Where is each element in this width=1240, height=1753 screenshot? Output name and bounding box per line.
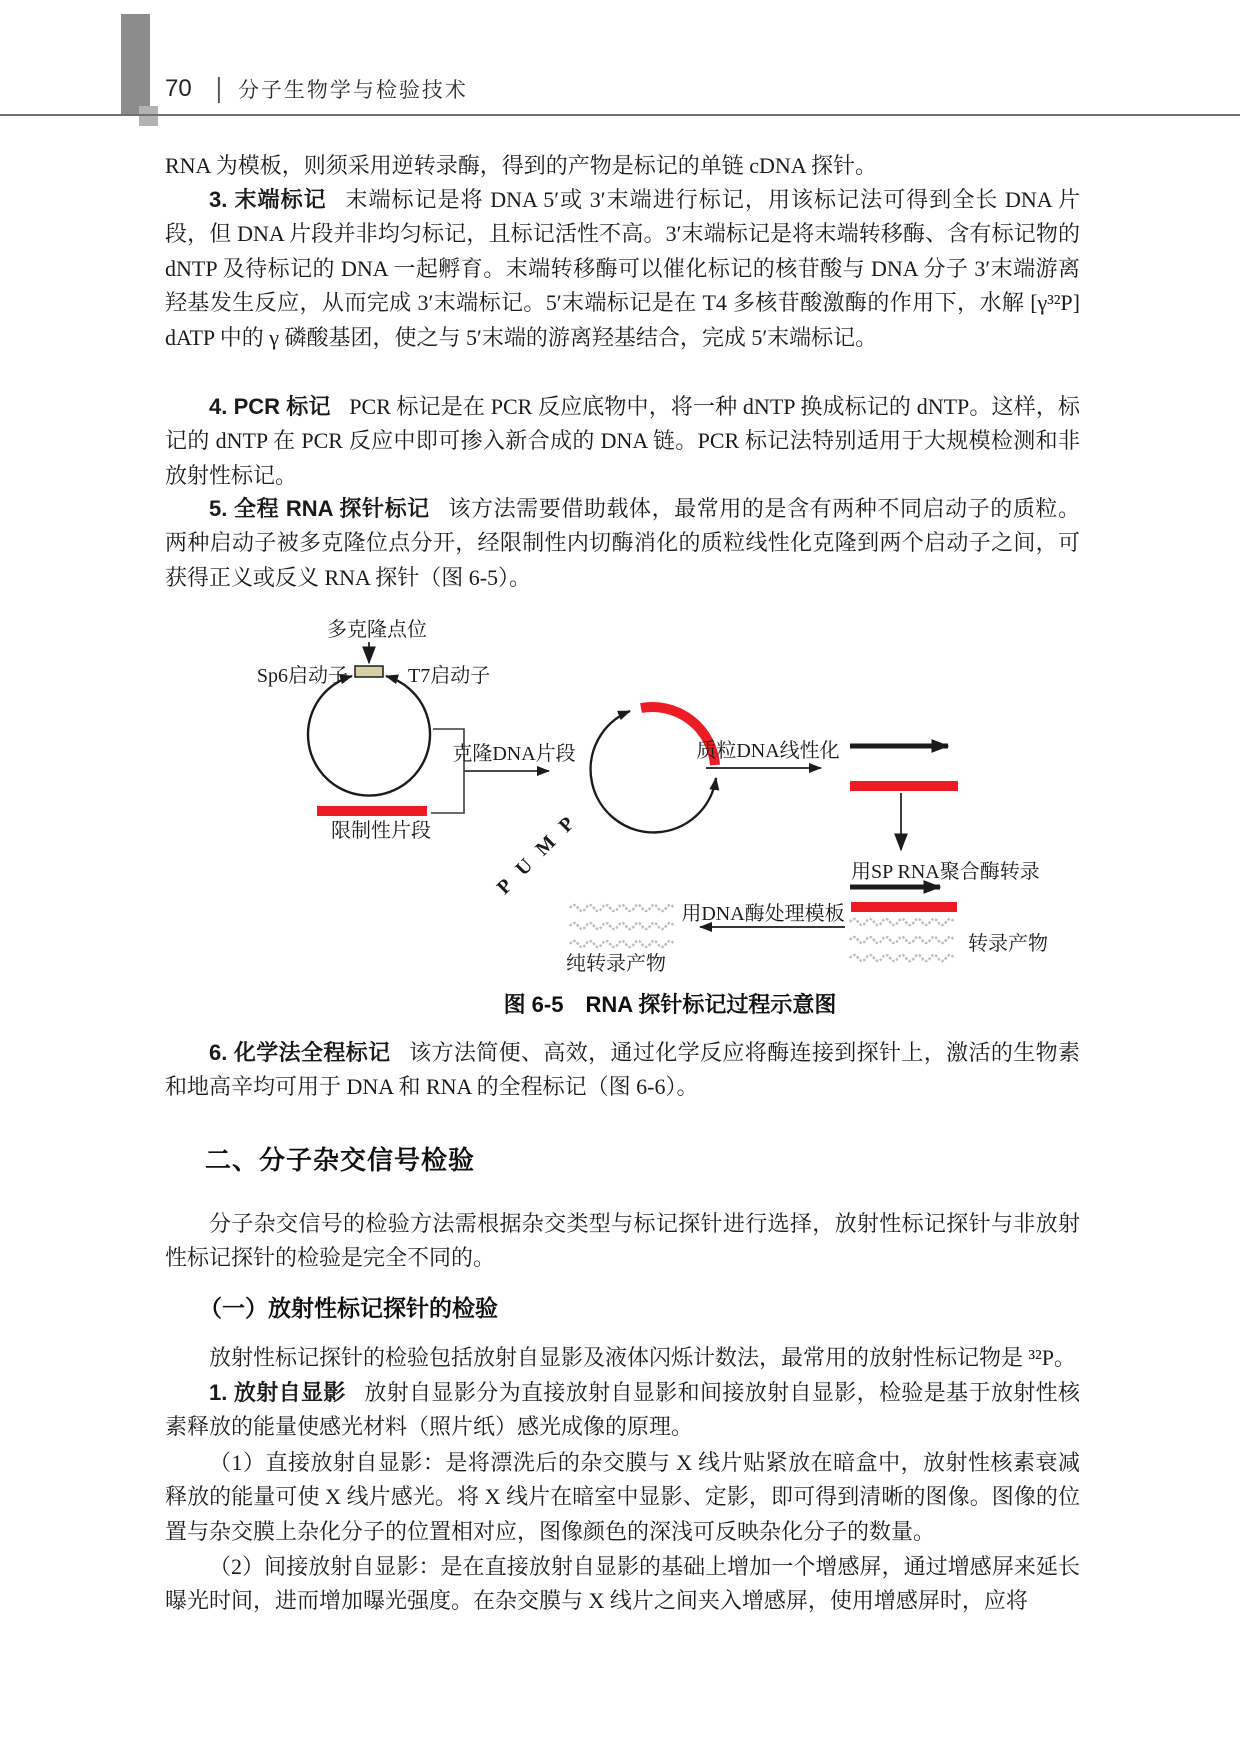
rna-squiggle	[570, 941, 674, 947]
paragraph	[165, 1376, 1080, 1445]
figure-label-sp6: Sp6启动子	[256, 665, 348, 687]
figure-label-pure-product: 纯转录产物	[566, 953, 666, 975]
paragraph	[165, 149, 1080, 183]
subsection-heading: （一）放射性标记探针的检验	[199, 1295, 498, 1321]
mcs-site-box	[355, 666, 383, 677]
figure-6-5	[0, 555, 1240, 1115]
paragraph	[165, 183, 1080, 355]
plasmid-circle	[308, 676, 430, 796]
paragraph-lead: 3. 末端标记	[209, 187, 327, 212]
book-title: 分子生物学与检验技术	[237, 79, 468, 102]
figure-label-sp-transcribe: 用SP RNA聚合酶转录	[851, 861, 1040, 883]
rna-squiggle	[570, 905, 674, 911]
figure-label-restriction: 限制性片段	[331, 820, 431, 842]
paragraph-lead: 4. PCR 标记	[209, 394, 331, 419]
section-heading: 二、分子杂交信号检验	[205, 1145, 476, 1175]
paragraph-text: 该方法简便、高效，通过化学反应将酶连接到探针上，激活的生物素和地高辛均可用于 DNA 和 RNA 的全程标记（图 6-6）。	[165, 1040, 1080, 1100]
template-insert-bar	[851, 902, 957, 912]
paragraph-lead: 1. 放射自显影	[209, 1380, 346, 1405]
paragraph-text: 放射自显影分为直接放射自显影和间接放射自显影，检验是基于放射性核素释放的能量使感光材料（照片纸）感光成像的原理。	[165, 1380, 1080, 1440]
paragraph	[165, 1207, 1080, 1276]
paragraph	[165, 492, 1080, 595]
margin-bar	[121, 14, 150, 116]
rna-squiggle	[570, 923, 674, 929]
paragraph	[165, 390, 1080, 493]
paragraph-text: 末端标记是将 DNA 5′或 3′末端进行标记，用该标记法可得到全长 DNA 片段，但 DNA 片段并非均匀标记，且标记活性不高。3′末端标记是将末端转移酶、含有标记物的 dNTP 及待标记的 DNA 一起孵育。末端转移酶可以催化标记的核苷酸与 DNA 分子 3′末端游离羟基发生反应，从而完成 3′末端标记。5′末端标记是在 T4 多核苷酸激酶的作用下，水解 [γ³²P] dATP 中的 γ 磷酸基团，使之与 5′末端的游离羟基结合，完成 5′末端标记。	[165, 187, 1080, 350]
restriction-fragment-bar	[317, 806, 427, 816]
margin-bar-square	[139, 106, 158, 126]
rna-squiggle	[850, 919, 954, 925]
paragraph-text: 放射性标记探针的检验包括放射自显影及液体闪烁计数法，最常用的放射性标记物是 ³²P。	[209, 1345, 1076, 1370]
paragraph	[165, 1036, 1080, 1105]
rna-squiggle	[850, 955, 954, 961]
figure-caption: 图 6-5 RNA 探针标记过程示意图	[503, 992, 837, 1017]
figure-label-product: 转录产物	[968, 933, 1048, 955]
rna-squiggle	[850, 937, 954, 943]
header-rule	[0, 114, 1240, 116]
paragraph	[165, 1446, 1080, 1549]
bracket	[431, 729, 464, 813]
watermark-text: PUMP	[492, 802, 589, 899]
paragraph-text: RNA 为模板，则须采用逆转录酶，得到的产物是标记的单链 cDNA 探针。	[165, 153, 877, 178]
linear-insert-bar	[850, 781, 958, 791]
paragraph	[165, 1341, 1080, 1375]
paragraph	[165, 1550, 1080, 1619]
insert-arc	[641, 707, 715, 765]
paragraph-text: 该方法需要借助载体，最常用的是含有两种不同启动子的质粒。两种启动子被多克隆位点分开，经限制性内切酶消化的质粒线性化克隆到两个启动子之间，可获得正义或反义 RNA 探针（图 6-5）。	[165, 496, 1080, 590]
plasmid-with-insert-circle	[591, 711, 716, 832]
header-divider: |	[215, 72, 222, 104]
figure-label-dnase: 用DNA酶处理模板	[681, 903, 845, 925]
paragraph-text: PCR 标记是在 PCR 反应底物中，将一种 dNTP 换成标记的 dNTP。这样，标记的 dNTP 在 PCR 反应中即可掺入新合成的 DNA 链。PCR 标记法特别适用于大规模检测和非放射性标记。	[165, 394, 1080, 488]
paragraph-lead: 5. 全程 RNA 探针标记	[209, 496, 430, 521]
page-number: 70	[165, 75, 192, 102]
figure-label-clone: 克隆DNA片段	[452, 743, 576, 765]
paragraph-text: 分子杂交信号的检验方法需根据杂交类型与标记探针进行选择，放射性标记探针与非放射性标记探针的检验是完全不同的。	[165, 1211, 1080, 1271]
figure-label-linearize: 质粒DNA线性化	[696, 740, 840, 762]
page-header	[165, 74, 468, 104]
figure-label-t7: T7启动子	[408, 665, 491, 687]
paragraph-lead: 6. 化学法全程标记	[209, 1040, 391, 1065]
figure-label-mcs: 多克隆点位	[327, 619, 427, 641]
paragraph-text: （1）直接放射自显影：是将漂洗后的杂交膜与 X 线片贴紧放在暗盒中，放射性核素衰减释放的能量可使 X 线片感光。将 X 线片在暗室中显影、定影，即可得到清晰的图像。图像的位置与杂交膜上杂化分子的位置相对应，图像颜色的深浅可反映杂化分子的数量。	[165, 1450, 1080, 1544]
paragraph-text: （2）间接放射自显影：是在直接放射自显影的基础上增加一个增感屏，通过增感屏来延长曝光时间，进而增加曝光强度。在杂交膜与 X 线片之间夹入增感屏，使用增感屏时，应将	[165, 1554, 1080, 1614]
